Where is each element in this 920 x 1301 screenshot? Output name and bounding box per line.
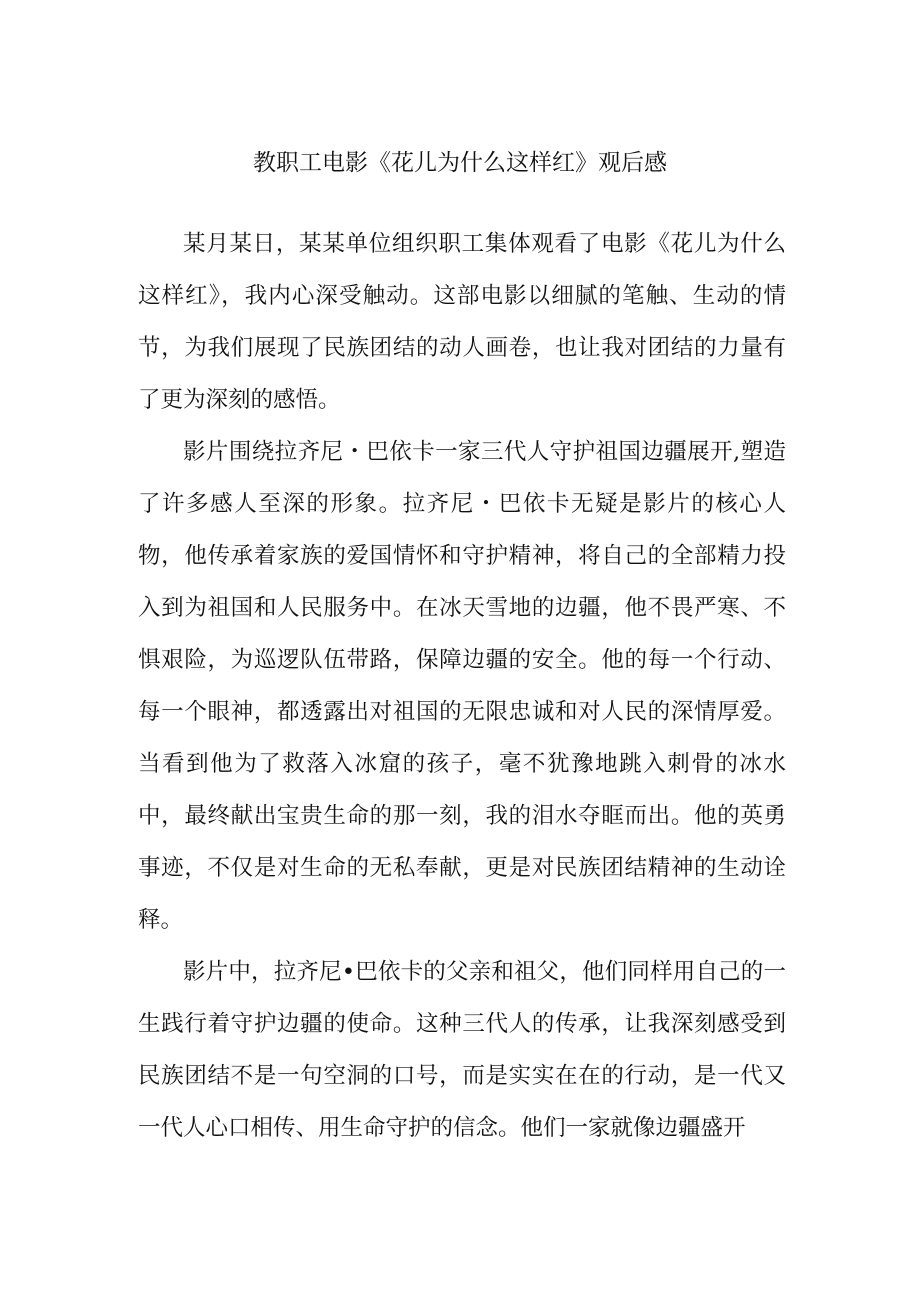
paragraph-3: 影片中，拉齐尼•巴依卡的父亲和祖父，他们同样用自己的一生践行着守护边疆的使命。这种三代人的传承，让我深刻感受到民族团结不是一句空洞的口号，而是实实在在的行动，是一代又一代人心口相传、用生命守护的信念。他们一家就像边疆盛开 [138,959,786,1141]
paragraph-2: 影片围绕拉齐尼・巴依卡一家三代人守护祖国边疆展开,塑造了许多感人至深的形象。拉齐尼・巴依卡无疑是影片的核心人物，他传承着家族的爱国情怀和守护精神，将自己的全部精力投入到为祖国和人民服务中。在冰天雪地的边疆，他不畏严寒、不惧艰险，为巡逻队伍带路，保障边疆的安全。他的每一个行动、每一个眼神，都透露出对祖国的无限忠诚和对人民的深情厚爱。当看到他为了救落入冰窟的孩子，毫不犹豫地跳入刺骨的冰水中，最终献出宝贵生命的那一刻，我的泪水夺眶而出。他的英勇事迹，不仅是对生命的无私奉献，更是对民族团结精神的生动诠释。 [138,439,786,933]
document-body [138,218,786,1154]
document-title: 教职工电影《花儿为什么这样红》观后感 [253,150,667,176]
paragraph-1: 某月某日，某某单位组织职工集体观看了电影《花儿为什么这样红》，我内心深受触动。这部电影以细腻的笔触、生动的情节，为我们展现了民族团结的动人画卷，也让我对团结的力量有了更为深刻的感悟。 [138,231,786,413]
